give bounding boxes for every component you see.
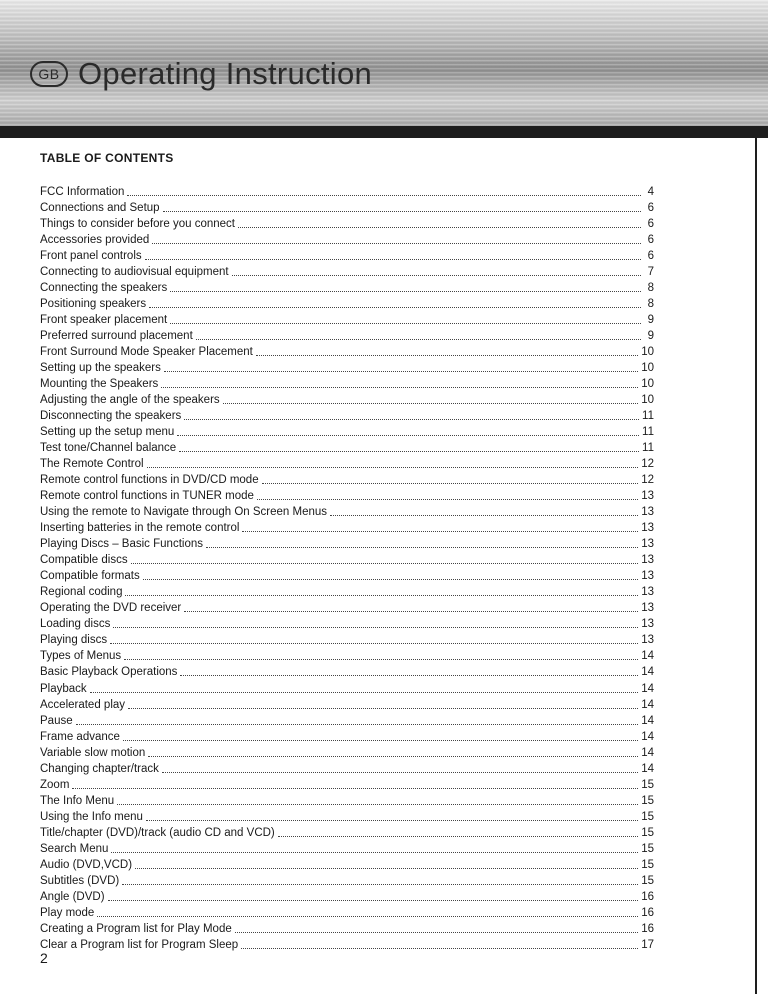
- toc-entry: [40, 647, 654, 663]
- toc-dot-leader: [223, 402, 639, 404]
- toc-dot-leader: [257, 498, 638, 500]
- toc-entry-title: Connecting the speakers: [40, 282, 168, 295]
- toc-entry-title: Positioning speakers: [40, 298, 147, 311]
- toc-entry: [40, 215, 654, 231]
- toc-entry-page: 13: [641, 618, 654, 631]
- toc-entry-title: Inserting batteries in the remote control: [40, 522, 240, 535]
- toc-entry-title: Regional coding: [40, 586, 123, 599]
- toc-entry-page: 17: [641, 938, 654, 951]
- toc-entry: [40, 663, 654, 679]
- toc-entry-title: The Remote Control: [40, 458, 144, 471]
- toc-entry-page: 15: [641, 842, 654, 855]
- toc-entry-title: Search Menu: [40, 842, 109, 855]
- toc-entry-page: 15: [641, 810, 654, 823]
- toc-entry-title: Audio (DVD,VCD): [40, 858, 133, 871]
- header-banner: [0, 0, 768, 126]
- toc-dot-leader: [164, 370, 638, 372]
- toc-entry: [40, 231, 654, 247]
- toc-entry-page: 13: [641, 506, 654, 519]
- toc-entry-page: 14: [641, 698, 654, 711]
- toc-entry-title: Compatible discs: [40, 554, 128, 567]
- toc-entry-title: Connections and Setup: [40, 202, 160, 215]
- toc-entry-title: The Info Menu: [40, 794, 115, 807]
- document-title: Operating Instruction: [78, 56, 373, 91]
- toc-dot-leader: [238, 226, 641, 228]
- toc-entry-page: 14: [641, 666, 654, 679]
- toc-dot-leader: [278, 835, 638, 837]
- toc-entry-title: Remote control functions in TUNER mode: [40, 490, 254, 503]
- toc-entry-title: Adjusting the angle of the speakers: [40, 394, 220, 407]
- toc-entry: [40, 295, 654, 311]
- toc-dot-leader: [145, 258, 641, 260]
- toc-entry-title: Variable slow motion: [40, 746, 146, 759]
- toc-entry-page: 14: [641, 714, 654, 727]
- toc-dot-leader: [152, 242, 641, 244]
- toc-dot-leader: [162, 771, 638, 773]
- toc-dot-leader: [241, 947, 638, 949]
- toc-entry-page: 10: [641, 378, 654, 391]
- toc-entry-title: Frame advance: [40, 730, 120, 743]
- toc-entry-page: 14: [641, 650, 654, 663]
- toc-entry-page: 15: [641, 858, 654, 871]
- toc-dot-leader: [180, 674, 638, 676]
- toc-entry-page: 4: [647, 186, 654, 199]
- toc-entry-page: 16: [641, 906, 654, 919]
- toc-entry: [40, 375, 654, 391]
- toc-dot-leader: [196, 338, 641, 340]
- toc-dot-leader: [232, 274, 641, 276]
- toc-entry-title: Angle (DVD): [40, 890, 105, 903]
- toc-entry: [40, 615, 654, 631]
- toc-entry-title: Pause: [40, 714, 73, 727]
- toc-entry-title: Connecting to audiovisual equipment: [40, 266, 229, 279]
- toc-dot-leader: [143, 578, 638, 580]
- toc-entry-title: Front speaker placement: [40, 314, 168, 327]
- toc-dot-leader: [147, 466, 639, 468]
- toc-dot-leader: [113, 626, 638, 628]
- toc-entry-title: Front Surround Mode Speaker Placement: [40, 346, 253, 359]
- page-number: 2: [40, 950, 48, 966]
- toc-dot-leader: [122, 883, 638, 885]
- toc-entry-page: 9: [647, 314, 654, 327]
- toc-entry-title: FCC Information: [40, 186, 125, 199]
- toc-entry: [40, 599, 654, 615]
- toc-entry-page: 6: [647, 234, 654, 247]
- toc-entry: [40, 519, 654, 535]
- toc-dot-leader: [256, 354, 638, 356]
- toc-dot-leader: [206, 546, 638, 548]
- toc-entry: [40, 551, 654, 567]
- toc-entry-title: Playback: [40, 682, 87, 695]
- language-badge: GB: [30, 61, 68, 87]
- toc-entry-page: 13: [641, 538, 654, 551]
- toc-entry: [40, 359, 654, 375]
- toc-entry-page: 11: [642, 426, 654, 439]
- toc-dot-leader: [97, 915, 638, 917]
- toc-entry-page: 13: [641, 602, 654, 615]
- toc-entry-page: 12: [641, 474, 654, 487]
- toc-entry-title: Changing chapter/track: [40, 762, 159, 775]
- toc-dot-leader: [135, 867, 638, 869]
- toc-entry: [40, 936, 654, 952]
- toc-entry: [40, 679, 654, 695]
- toc-dot-leader: [170, 322, 641, 324]
- toc-entry-title: Playing Discs – Basic Functions: [40, 538, 203, 551]
- toc-entry-title: Subtitles (DVD): [40, 874, 120, 887]
- toc-entry-page: 8: [647, 298, 654, 311]
- toc-entry-title: Accessories provided: [40, 234, 150, 247]
- toc-entry-page: 7: [647, 266, 654, 279]
- toc-dot-leader: [163, 210, 641, 212]
- toc-entry: [40, 503, 654, 519]
- toc-entry-title: Setting up the speakers: [40, 362, 161, 375]
- toc-entry: [40, 471, 654, 487]
- toc-entry-title: Basic Playback Operations: [40, 666, 178, 679]
- toc-entry-title: Disconnecting the speakers: [40, 410, 182, 423]
- toc-entry: [40, 808, 654, 824]
- title-block: [30, 54, 372, 94]
- toc-entry-title: Front panel controls: [40, 250, 142, 263]
- toc-entry-page: 13: [641, 570, 654, 583]
- toc-entry-page: 10: [641, 346, 654, 359]
- toc-entry: [40, 423, 654, 439]
- toc-dot-leader: [123, 739, 638, 741]
- toc-dot-leader: [235, 931, 638, 933]
- toc-entry: [40, 904, 654, 920]
- toc-entry: [40, 183, 654, 199]
- toc-entry: [40, 535, 654, 551]
- toc-entry: [40, 712, 654, 728]
- toc-entry: [40, 263, 654, 279]
- toc-entry: [40, 567, 654, 583]
- toc-entry: [40, 888, 654, 904]
- toc-entry-title: Compatible formats: [40, 570, 140, 583]
- toc-dot-leader: [76, 723, 639, 725]
- toc-entry-title: Operating the DVD receiver: [40, 602, 182, 615]
- toc-dot-leader: [131, 562, 639, 564]
- toc-entry-page: 12: [641, 458, 654, 471]
- toc-dot-leader: [184, 610, 638, 612]
- toc-entry-page: 9: [647, 330, 654, 343]
- toc-dot-leader: [262, 482, 639, 484]
- toc-entry-page: 6: [647, 250, 654, 263]
- toc-entry-page: 15: [641, 826, 654, 839]
- toc-dot-leader: [177, 434, 639, 436]
- toc-entry-title: Using the Info menu: [40, 810, 143, 823]
- toc-entry-page: 6: [647, 202, 654, 215]
- toc-entry-page: 16: [641, 922, 654, 935]
- toc-dot-leader: [128, 707, 638, 709]
- toc-entry-page: 14: [641, 746, 654, 759]
- toc-dot-leader: [90, 691, 639, 693]
- toc-entry: [40, 856, 654, 872]
- toc-entry-page: 15: [641, 778, 654, 791]
- toc-entry: [40, 487, 654, 503]
- toc-entry-title: Types of Menus: [40, 650, 122, 663]
- toc-dot-leader: [127, 194, 641, 196]
- toc-dot-leader: [111, 851, 638, 853]
- toc-entry-title: Preferred surround placement: [40, 330, 193, 343]
- toc-entry-page: 13: [641, 634, 654, 647]
- toc-entry-title: Things to consider before you connect: [40, 218, 235, 231]
- toc-entry-page: 8: [647, 282, 654, 295]
- toc-entry-title: Zoom: [40, 778, 70, 791]
- toc-entry-page: 13: [641, 522, 654, 535]
- toc-dot-leader: [108, 899, 639, 901]
- toc-dot-leader: [184, 418, 639, 420]
- toc-entry: [40, 455, 654, 471]
- toc-dot-leader: [110, 642, 638, 644]
- toc-entry: [40, 744, 654, 760]
- toc-entry-title: Loading discs: [40, 618, 111, 631]
- toc-dot-leader: [72, 787, 638, 789]
- toc-dot-leader: [124, 658, 638, 660]
- toc-entry-title: Accelerated play: [40, 698, 126, 711]
- toc-entry-page: 14: [641, 730, 654, 743]
- toc-entry-page: 10: [641, 394, 654, 407]
- toc-entry-title: Test tone/Channel balance: [40, 442, 177, 455]
- toc-entry: [40, 872, 654, 888]
- toc-dot-leader: [146, 819, 638, 821]
- toc-entry: [40, 920, 654, 936]
- toc-entry-title: Creating a Program list for Play Mode: [40, 922, 232, 935]
- toc-dot-leader: [148, 755, 638, 757]
- toc-dot-leader: [117, 803, 638, 805]
- toc-entry: [40, 760, 654, 776]
- toc-entry: [40, 247, 654, 263]
- toc-dot-leader: [170, 290, 641, 292]
- toc-entry-page: 13: [641, 554, 654, 567]
- toc-entry: [40, 327, 654, 343]
- toc-entry-page: 13: [641, 586, 654, 599]
- toc-entry-title: Setting up the setup menu: [40, 426, 175, 439]
- toc-entry-title: Playing discs: [40, 634, 108, 647]
- toc-entry: [40, 824, 654, 840]
- toc-entry-page: 14: [641, 682, 654, 695]
- toc-entry-page: 10: [641, 362, 654, 375]
- toc-entry: [40, 439, 654, 455]
- toc-entry: [40, 199, 654, 215]
- toc-entry: [40, 696, 654, 712]
- toc-entry-page: 14: [641, 762, 654, 775]
- toc-entry-title: Mounting the Speakers: [40, 378, 159, 391]
- toc-entry-page: 15: [641, 794, 654, 807]
- toc-entry: [40, 583, 654, 599]
- toc-entry-page: 13: [641, 490, 654, 503]
- toc-dot-leader: [161, 386, 638, 388]
- header-divider-bar: [0, 126, 768, 138]
- toc-entry: [40, 279, 654, 295]
- toc-entry-title: Clear a Program list for Program Sleep: [40, 938, 239, 951]
- toc-entry: [40, 728, 654, 744]
- toc-entry-page: 11: [642, 410, 654, 423]
- toc-entry-title: Title/chapter (DVD)/track (audio CD and VCD): [40, 826, 275, 839]
- toc-entry: [40, 631, 654, 647]
- toc-dot-leader: [242, 530, 638, 532]
- toc-dot-leader: [330, 514, 638, 516]
- toc-entry: [40, 792, 654, 808]
- toc-entry-title: Using the remote to Navigate through On Screen Menus: [40, 506, 328, 519]
- toc-entry-page: 11: [642, 442, 654, 455]
- table-of-contents: [40, 183, 654, 952]
- toc-entry-page: 15: [641, 874, 654, 887]
- toc-entry: [40, 840, 654, 856]
- toc-heading: TABLE OF CONTENTS: [40, 151, 174, 165]
- toc-entry-page: 6: [647, 218, 654, 231]
- toc-entry-title: Play mode: [40, 906, 95, 919]
- toc-entry: [40, 343, 654, 359]
- toc-dot-leader: [125, 594, 638, 596]
- toc-dot-leader: [179, 450, 639, 452]
- toc-entry: [40, 391, 654, 407]
- toc-entry-title: Remote control functions in DVD/CD mode: [40, 474, 259, 487]
- toc-entry: [40, 776, 654, 792]
- toc-dot-leader: [149, 306, 641, 308]
- toc-entry-page: 16: [641, 890, 654, 903]
- toc-entry: [40, 311, 654, 327]
- toc-entry: [40, 407, 654, 423]
- right-margin-rule: [755, 138, 757, 994]
